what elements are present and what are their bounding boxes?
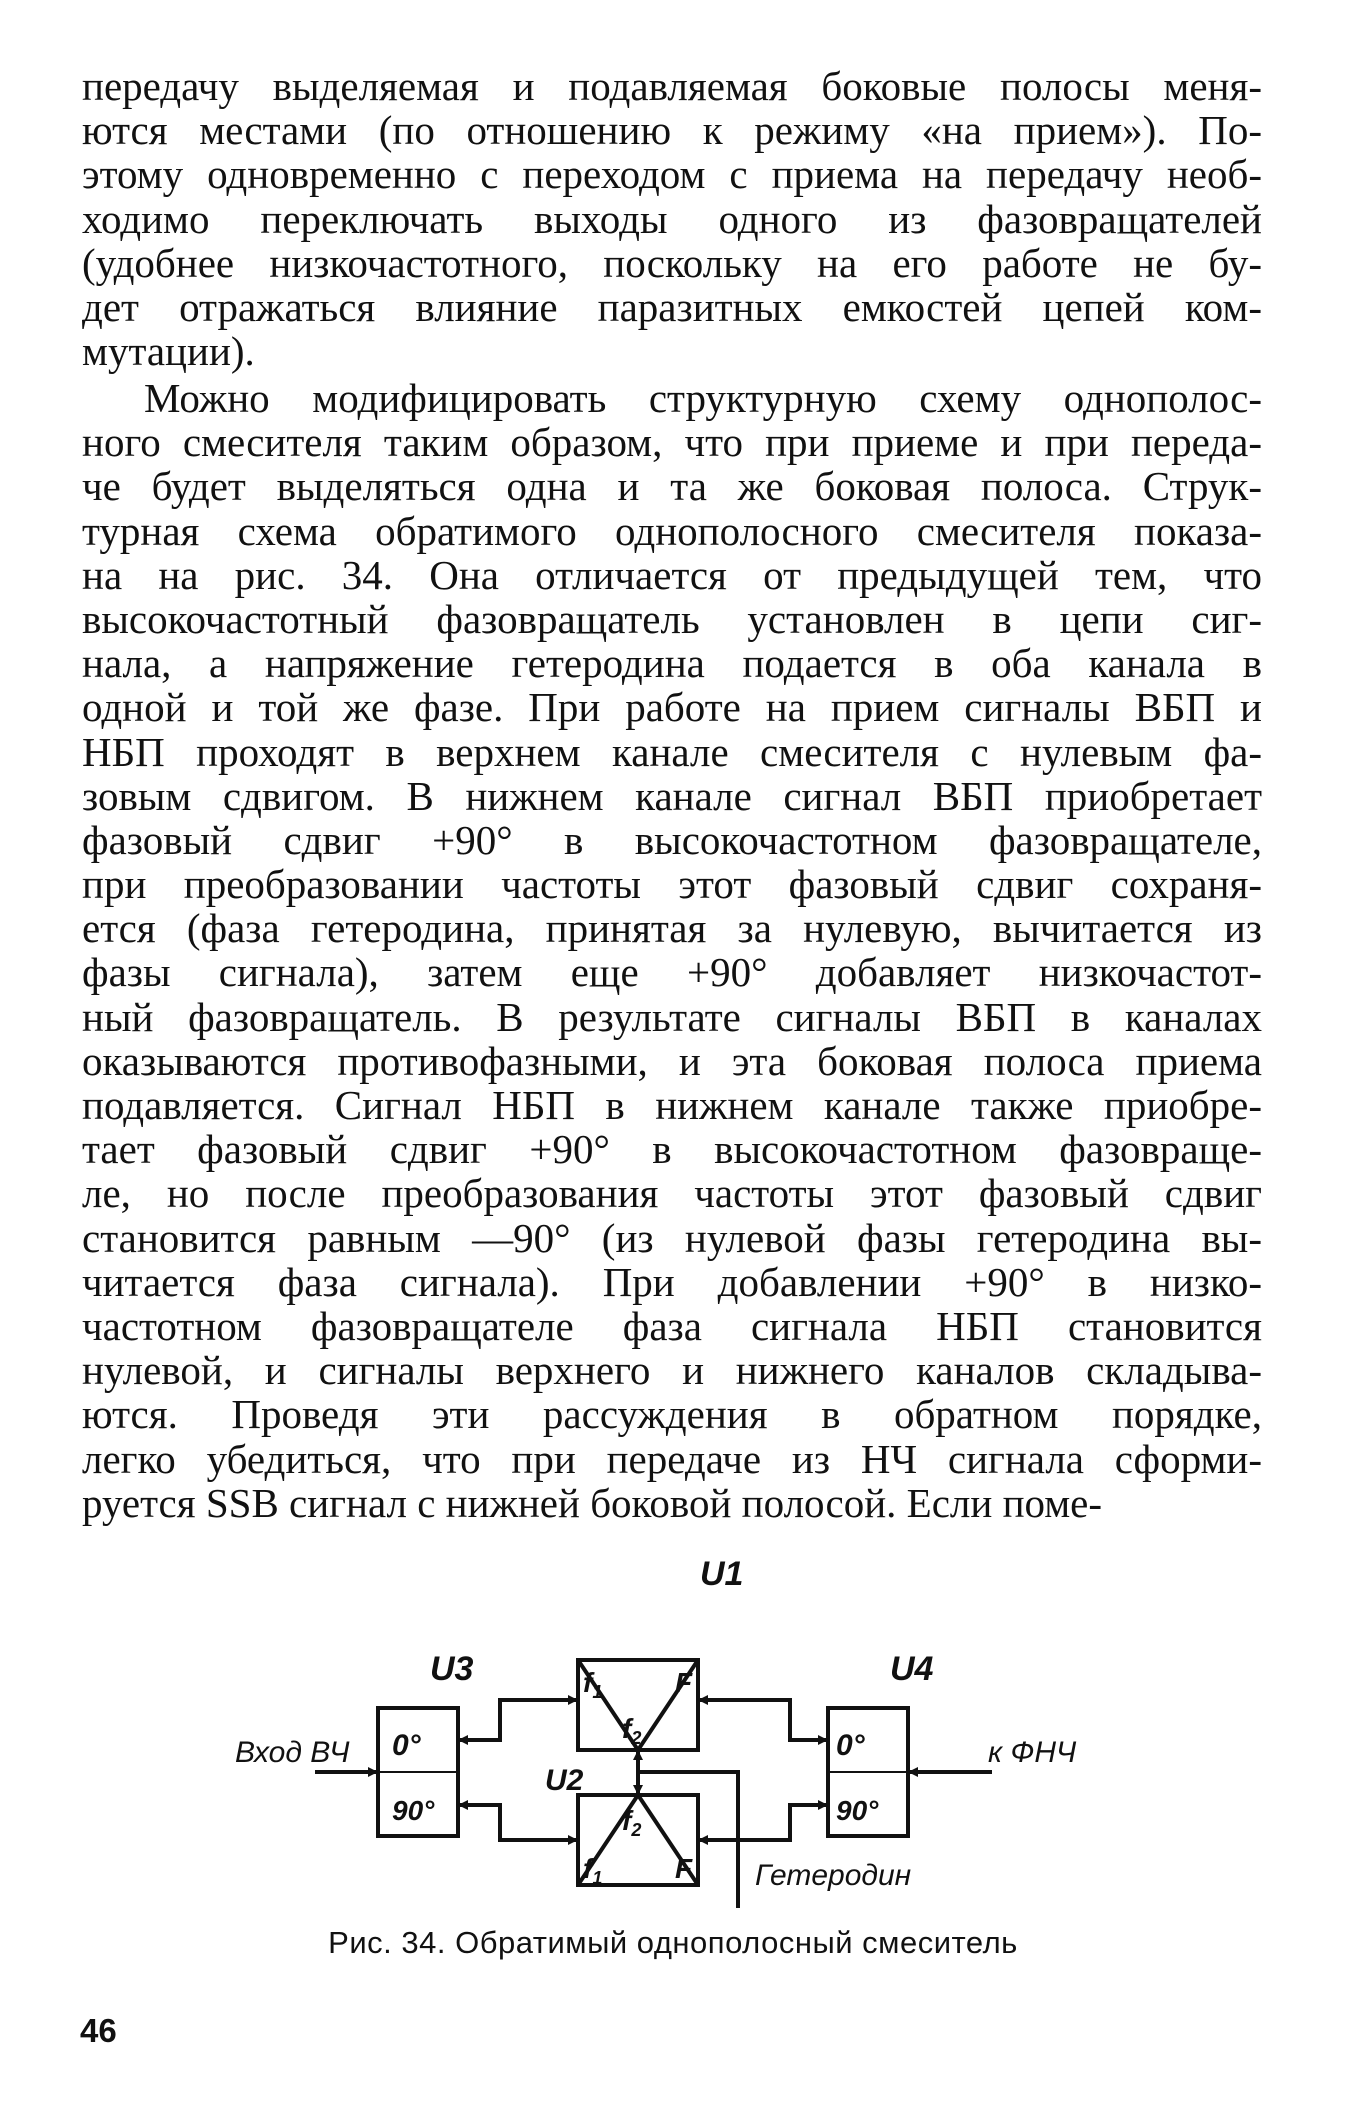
svg-text:f2: $f_2$ [622,1805,642,1840]
label-u4: U4 [890,1650,934,1688]
page-number: 46 [80,2012,117,2049]
u4-phase-0: 0° [836,1729,865,1762]
text-line: ный фазовращатель. В результате сигналы ВБП в каналах [82,993,1262,1040]
text-line: ется (фаза гетеродина, принятая за нулевую, вычитается из [82,905,1262,952]
text-line: тает фазовый сдвиг +90° в высокочастотном фазовраще- [82,1126,1262,1173]
text-line: ного смесителя таким образом, что при приеме и при переда- [82,419,1262,466]
figure-caption: Рис. 34. Обратимый однополосный смеситель [328,1925,1018,1960]
mixer-diagram [0,1540,1346,1920]
text-line: ле, но после преобразования частоты этот фазовый сдвиг [82,1170,1262,1217]
figure-34 [0,1540,1346,1920]
text-line: читается фаза сигнала). При добавлении +90° в низко- [82,1258,1262,1305]
u1-F: F [675,1667,693,1698]
svg-text:f2: $f_2$ [622,1713,642,1748]
u3-phase-0: 0° [392,1729,421,1762]
u1-f1: f [583,1667,593,1698]
label-u2: U2 [545,1764,584,1797]
text-line: передачу выделяемая и подавляемая боковые полосы меня- [82,63,1262,109]
input-label: Вход ВЧ [235,1736,350,1769]
u2-f1: f [583,1853,593,1884]
text-line: при преобразовании частоты этот фазовый сдвиг сохраня- [82,861,1262,908]
text-line: мутации). [82,328,255,375]
text-line: нала, а напряжение гетеродина подается в оба канала в [82,640,1262,687]
svg-text:f1: $f_1$ [583,1853,603,1888]
u4-phase-90: 90° [836,1795,879,1826]
svg-text:f1: $f_1$ [583,1667,603,1702]
text-line: ются. Проведя эти рассуждения в обратном порядке, [82,1391,1262,1438]
label-u3: U3 [430,1650,474,1688]
paragraph-1 [82,64,1262,373]
text-line: этому одновременно с переходом с приема на передачу необ- [82,151,1262,198]
text-line: высокочастотный фазовращатель установлен в цепи сиг- [82,595,1262,642]
text-line: турная схема обратимого однополосного смесителя показа- [82,507,1262,554]
output-label: к ФНЧ [988,1736,1077,1769]
text-line: оказываются противофазными, и эта боковая полоса приема [82,1037,1262,1084]
text-line: руется SSB сигнал с нижней боковой полосой. Если поме- [82,1479,1103,1526]
text-line: зовым сдвигом. В нижнем канале сигнал ВБП приобретает [82,772,1262,819]
text-line: (удобнее низкочастотного, поскольку на его работе не бу- [82,239,1262,286]
text-line: НБП проходят в верхнем канале смесителя с нулевым фа- [82,728,1262,775]
u3-phase-90: 90° [392,1795,435,1826]
text-line: нулевой, и сигналы верхнего и нижнего каналов складыва- [82,1347,1262,1394]
text-line: фазы сигнала), затем еще +90° добавляет низкочастот- [82,949,1262,996]
text-line: одной и той же фазе. При работе на прием сигналы ВБП и [82,684,1262,731]
text-line: частотном фазовращателе фаза сигнала НБП становится [82,1302,1262,1349]
text-line: легко убедиться, что при передаче из НЧ сигнала сформи- [82,1435,1262,1482]
text-line: дет отражаться влияние паразитных емкостей цепей ком- [82,283,1262,330]
text-line: че будет выделяться одна и та же боковая полоса. Струк- [82,463,1262,510]
text-line: на на рис. 34. Она отличается от предыдущей тем, что [82,551,1262,598]
text-line: Можно модифицировать структурную схему однополос- [144,375,1262,421]
text-line: становится равным —90° (из нулевой фазы гетеродина вы- [82,1214,1262,1261]
u1-f2: f [622,1713,632,1744]
paragraph-2 [82,376,1262,1525]
text-line: ются местами (по отношению к режиму «на прием»). По- [82,107,1262,154]
label-u1: U1 [700,1555,744,1593]
u2-F: F [675,1853,693,1884]
u2-f2: f [622,1805,632,1836]
text-line: ходимо переключать выходы одного из фазовращателей [82,195,1262,242]
text-line: фазовый сдвиг +90° в высокочастотном фазовращателе, [82,816,1262,863]
text-line: подавляется. Сигнал НБП в нижнем канале также приобре- [82,1082,1262,1128]
lo-label: Гетеродин [755,1859,912,1892]
